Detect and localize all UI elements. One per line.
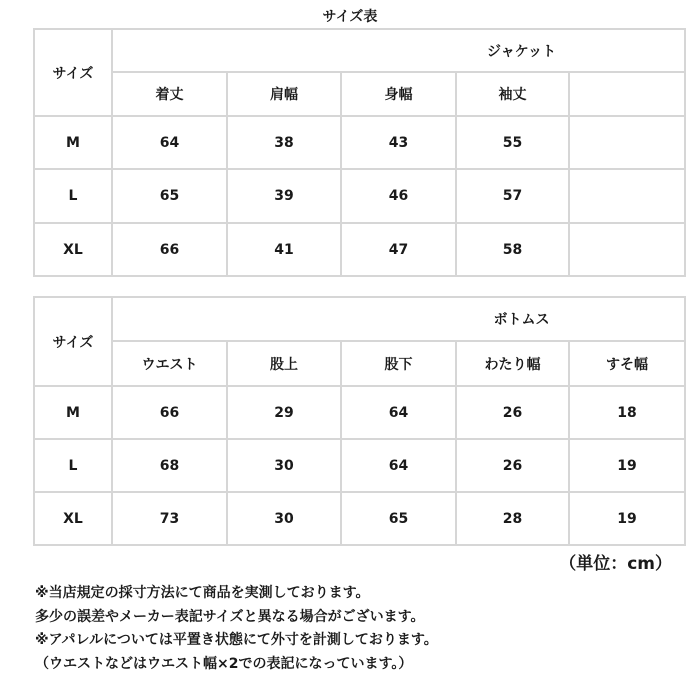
column-header: すそ幅 <box>569 341 685 386</box>
value-cell: 66 <box>112 386 227 439</box>
value-cell: 68 <box>112 439 227 492</box>
value-cell <box>569 223 685 276</box>
size-cell: XL <box>34 223 112 276</box>
value-cell: 18 <box>569 386 685 439</box>
value-cell: 26 <box>456 439 569 492</box>
value-cell <box>569 169 685 223</box>
group-header-bottoms: ボトムス <box>112 297 685 341</box>
column-header <box>569 72 685 116</box>
bottoms-size-table <box>33 296 686 546</box>
column-header: 身幅 <box>341 72 456 116</box>
value-cell: 29 <box>227 386 341 439</box>
size-header: サイズ <box>34 29 112 116</box>
table-row <box>34 439 685 492</box>
size-cell: L <box>34 439 112 492</box>
value-cell: 55 <box>456 116 569 169</box>
column-header: 股下 <box>341 341 456 386</box>
page-title: サイズ表 <box>322 9 378 25</box>
table-row <box>34 223 685 276</box>
value-cell: 19 <box>569 439 685 492</box>
value-cell: 39 <box>227 169 341 223</box>
note-line: （ウエストなどはウエスト幅×2での表記になっています。） <box>35 655 413 672</box>
value-cell: 19 <box>569 492 685 545</box>
jacket-size-table <box>33 28 686 277</box>
value-cell: 47 <box>341 223 456 276</box>
value-cell: 46 <box>341 169 456 223</box>
value-cell: 57 <box>456 169 569 223</box>
value-cell: 64 <box>112 116 227 169</box>
column-header: 着丈 <box>112 72 227 116</box>
size-cell: M <box>34 116 112 169</box>
size-cell: XL <box>34 492 112 545</box>
value-cell: 43 <box>341 116 456 169</box>
note-line: ※当店規定の採寸方法にて商品を実測しております。 <box>35 585 370 601</box>
value-cell: 64 <box>341 439 456 492</box>
value-cell: 30 <box>227 492 341 545</box>
value-cell <box>569 116 685 169</box>
value-cell: 28 <box>456 492 569 545</box>
table-row <box>34 492 685 545</box>
size-cell: L <box>34 169 112 223</box>
value-cell: 65 <box>112 169 227 223</box>
note-line: 多少の誤差やメーカー表記サイズと異なる場合がございます。 <box>35 608 425 625</box>
value-cell: 58 <box>456 223 569 276</box>
column-header: 肩幅 <box>227 72 341 116</box>
table-row <box>34 116 685 169</box>
value-cell: 73 <box>112 492 227 545</box>
value-cell: 65 <box>341 492 456 545</box>
column-header: 袖丈 <box>456 72 569 116</box>
value-cell: 41 <box>227 223 341 276</box>
size-cell: M <box>34 386 112 439</box>
group-header-jacket: ジャケット <box>112 29 685 72</box>
size-header: サイズ <box>34 297 112 386</box>
table-row <box>34 169 685 223</box>
value-cell: 30 <box>227 439 341 492</box>
value-cell: 64 <box>341 386 456 439</box>
notes <box>35 582 438 676</box>
value-cell: 66 <box>112 223 227 276</box>
unit-label: （単位：cm） <box>559 554 672 574</box>
table-row <box>34 386 685 439</box>
value-cell: 38 <box>227 116 341 169</box>
value-cell: 26 <box>456 386 569 439</box>
column-header: 股上 <box>227 341 341 386</box>
note-line: ※アパレルについては平置き状態にて外寸を計測しております。 <box>35 632 438 648</box>
column-header: わたり幅 <box>456 341 569 386</box>
column-header: ウエスト <box>112 341 227 386</box>
